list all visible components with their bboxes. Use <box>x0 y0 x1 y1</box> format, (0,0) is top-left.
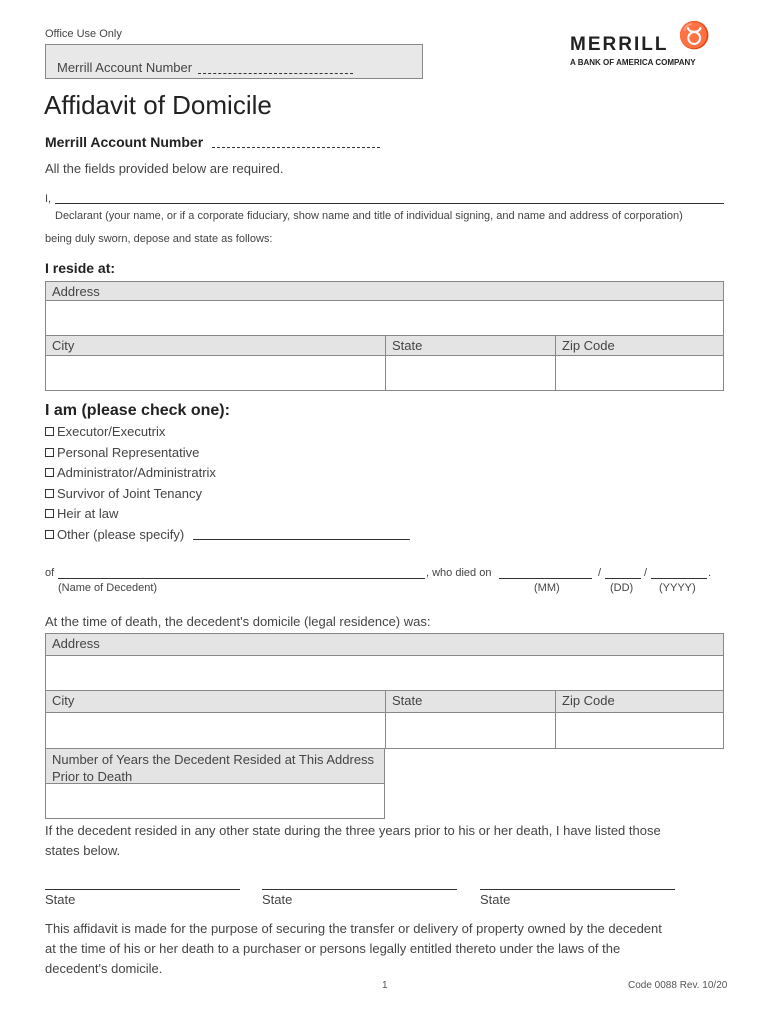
role-option-administrator[interactable] <box>45 465 216 480</box>
role-option-executor[interactable] <box>45 424 165 439</box>
office-use-label: Office Use Only <box>45 28 122 40</box>
purpose-line-3: decedent's domicile. <box>45 961 163 976</box>
logo-tagline: A BANK OF AMERICA COMPANY <box>570 58 696 67</box>
checkbox[interactable] <box>45 489 54 498</box>
domicile-state-field[interactable] <box>385 712 556 749</box>
purpose-line-1: This affidavit is made for the purpose of securing the transfer or delivery of property owned by the decedent <box>45 921 662 936</box>
reside-zip-field[interactable] <box>555 355 724 391</box>
other-state-label-2: State <box>262 892 293 907</box>
other-state-field-1[interactable] <box>45 889 240 890</box>
reside-state-field[interactable] <box>385 355 556 391</box>
role-option-heir[interactable] <box>45 506 118 521</box>
domicile-address-field[interactable] <box>45 655 724 691</box>
checkbox[interactable] <box>45 530 54 539</box>
required-note: All the fields provided below are required. <box>45 161 284 176</box>
page-number: 1 <box>382 980 388 991</box>
period: . <box>708 567 712 579</box>
option-label: Survivor of Joint Tenancy <box>57 486 202 501</box>
decedent-name-caption: (Name of Decedent) <box>58 582 158 594</box>
domicile-state-label: State <box>385 690 556 713</box>
of-label: of <box>45 567 55 579</box>
bull-logo-icon: ♉ <box>678 20 711 50</box>
reside-city-label: City <box>45 335 386 356</box>
account-label: Merrill Account Number <box>45 134 204 150</box>
dd-caption: (DD) <box>610 582 634 594</box>
other-state-label-1: State <box>45 892 76 907</box>
domicile-city-field[interactable] <box>45 712 386 749</box>
domicile-intro: At the time of death, the decedent's domicile (legal residence) was: <box>45 614 431 629</box>
purpose-line-2: at the time of his or her death to a purchaser or persons legally entitled thereto under the laws of the <box>45 941 621 956</box>
sworn-text: being duly sworn, depose and state as follows: <box>45 233 273 245</box>
mm-caption: (MM) <box>534 582 560 594</box>
account-number-field[interactable] <box>212 147 380 148</box>
role-option-other[interactable] <box>45 527 184 542</box>
died-on-label: , who died on <box>426 567 492 579</box>
checkbox[interactable] <box>45 468 54 477</box>
option-label: Personal Representative <box>57 445 200 460</box>
declarant-field[interactable] <box>55 203 724 204</box>
checkbox[interactable] <box>45 427 54 436</box>
option-label: Executor/Executrix <box>57 424 166 439</box>
reside-city-field[interactable] <box>45 355 386 391</box>
form-code: Code 0088 Rev. 10/20 <box>628 980 728 991</box>
years-resided-label: Number of Years the Decedent Resided at This Address Prior to Death <box>45 748 385 784</box>
role-option-personal-rep[interactable] <box>45 445 199 460</box>
reside-zip-label: Zip Code <box>555 335 724 356</box>
reside-address-label: Address <box>45 281 724 301</box>
domicile-address-label: Address <box>45 633 724 656</box>
domicile-city-label: City <box>45 690 386 713</box>
declarant-prefix: I, <box>45 193 52 205</box>
option-label: Heir at law <box>57 506 119 521</box>
death-month-field[interactable] <box>499 578 592 579</box>
logo-name: MERRILL <box>570 34 669 55</box>
yyyy-caption: (YYYY) <box>659 582 696 594</box>
other-state-label-3: State <box>480 892 511 907</box>
reside-address-field[interactable] <box>45 300 724 336</box>
date-separator: / <box>644 567 648 579</box>
declarant-caption: Declarant (your name, or if a corporate fiduciary, show name and title of individual signing, and name and address of corporation) <box>55 210 683 222</box>
other-states-text-2: states below. <box>45 843 121 858</box>
other-specify-field[interactable] <box>193 539 410 540</box>
death-year-field[interactable] <box>651 578 707 579</box>
other-states-text-1: If the decedent resided in any other state during the three years prior to his or her death, I have listed those <box>45 823 661 838</box>
checkbox[interactable] <box>45 509 54 518</box>
office-use-box <box>45 44 423 79</box>
other-state-field-3[interactable] <box>480 889 675 890</box>
reside-heading: I reside at: <box>45 260 116 276</box>
office-account-label: Merrill Account Number <box>57 60 193 75</box>
office-account-field[interactable] <box>198 73 353 74</box>
years-resided-field[interactable] <box>45 783 385 819</box>
date-separator: / <box>598 567 602 579</box>
death-day-field[interactable] <box>605 578 641 579</box>
other-state-field-2[interactable] <box>262 889 457 890</box>
page-title: Affidavit of Domicile <box>44 90 272 120</box>
reside-state-label: State <box>385 335 556 356</box>
role-option-survivor[interactable] <box>45 486 202 501</box>
checkbox[interactable] <box>45 448 54 457</box>
domicile-zip-field[interactable] <box>555 712 724 749</box>
decedent-name-field[interactable] <box>58 578 425 579</box>
domicile-zip-label: Zip Code <box>555 690 724 713</box>
option-label: Administrator/Administratrix <box>57 465 216 480</box>
role-heading: I am (please check one): <box>45 402 230 419</box>
option-label: Other (please specify) <box>57 527 185 542</box>
